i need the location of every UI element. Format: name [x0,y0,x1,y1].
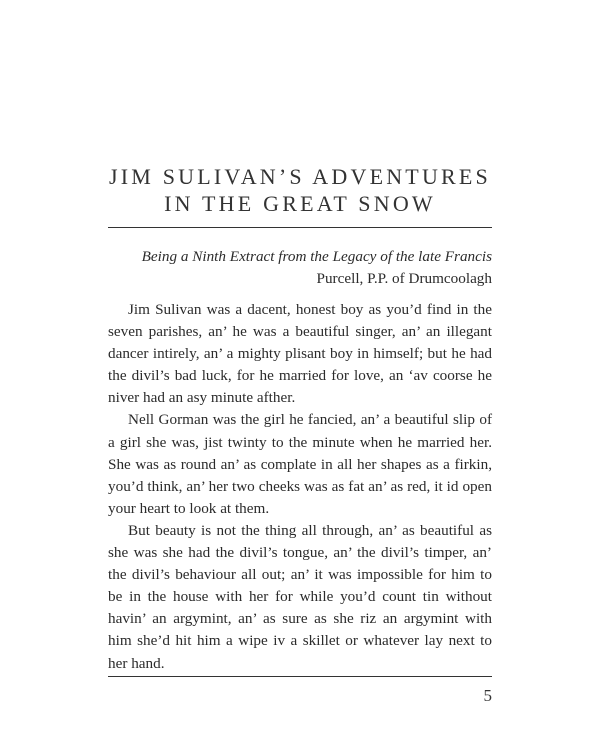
page-number: 5 [483,686,492,705]
text-line: niver had an asy minute afther. [108,389,296,407]
paragraph [108,299,492,409]
subtitle-line-2: Purcell, P.P. of Drumcoolagh [316,270,492,287]
text-line: She was as round an’ as complate in all her shapes as a firkin, [108,455,492,473]
chapter-title [108,163,492,217]
body-text [108,299,492,675]
text-line: be in the house with her for while you’d count tin without [108,588,492,606]
bottom-rule [108,676,492,677]
text-line: her hand. [108,654,165,672]
text-line: Nell Gorman was the girl he fancied, an’ a beautiful slip of [128,411,492,429]
subtitle-line-1: Being a Ninth Extract from the Legacy of the late Francis [141,248,492,265]
text-line: But beauty is not the thing all through, an’ as beautiful as [128,521,492,539]
text-line: a girl she was, jist twinty to the minute when he married her. [108,433,492,451]
chapter-title-line-1: JIM SULIVAN’S ADVENTURES [109,164,491,189]
text-line: your heart to look at them. [108,499,270,517]
text-line: Jim Sulivan was a dacent, honest boy as you’d find in the [128,301,492,318]
paragraph [108,520,492,675]
text-line: havin’ an argymint, an’ as sure as she riz an argymint with [108,610,492,628]
text-line: you’d think, an’ her two cheeks was as fat an’ as red, it id open [108,477,492,495]
paragraph [108,409,492,519]
text-line: the divil’s bad luck, for he married for love, an ‘av coorse he [108,367,492,385]
top-rule [108,227,492,228]
subtitle [108,246,492,290]
text-line: seven parishes, an’ he was a beautiful singer, an’ an illegant [108,323,492,341]
text-line: she was she had the divil’s tongue, an’ the divil’s timper, an’ [108,544,492,562]
chapter-title-line-2: IN THE GREAT SNOW [164,191,436,216]
text-line: dancer intirely, an’ a mighty plisant boy in himself; but he had [108,345,492,363]
text-line: the divil’s behaviour all out; an’ it was impossible for him to [108,566,492,584]
text-line: him she’d hit him a wipe iv a skillet or whatever lay next to [108,632,492,650]
